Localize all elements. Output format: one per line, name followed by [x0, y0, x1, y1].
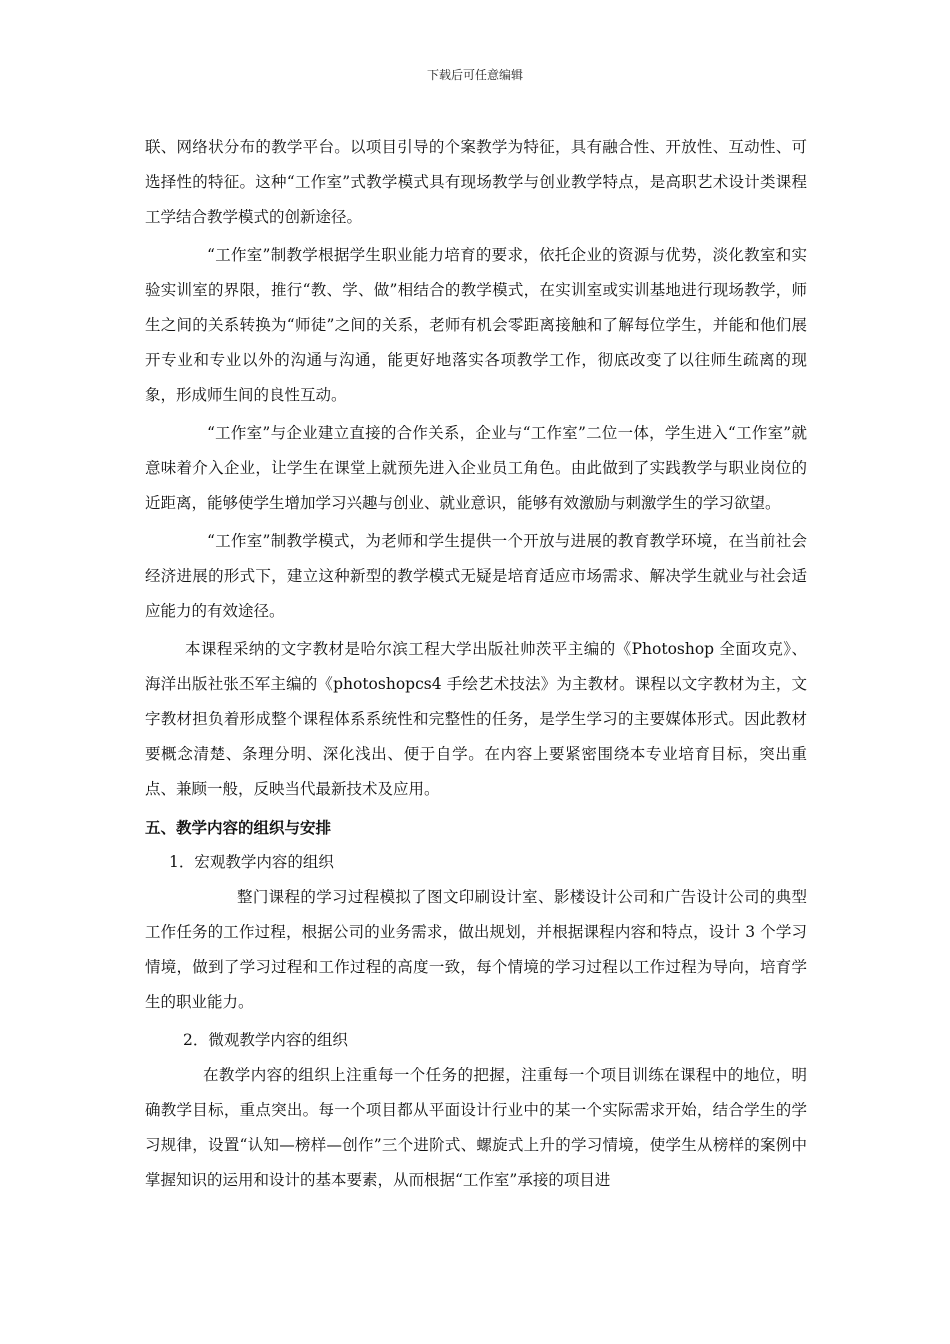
paragraph: 在教学内容的组织上注重每一个任务的把握，注重每一个项目训练在课程中的地位，明确教学目标，重点突出。每一个项目都从平面设计行业中的某一个实际需求开始，结合学生的学习规律，设置“认知—榜样—创作”三个进阶式、螺旋式上升的学习情境，使学生从榜样的案例中掌握知识的运用和设计的基本要素，从而根据“工作室”承接的项目进: [145, 1066, 807, 1189]
page-header: 下载后可任意编辑: [426, 68, 523, 82]
section-heading: 五、教学内容的组织与安排: [145, 818, 332, 837]
subsection-heading: 1．宏观教学内容的组织: [169, 853, 334, 871]
paragraph: “工作室”制教学模式，为老师和学生提供一个开放与进展的教育教学环境，在当前社会经济进展的形式下，建立这种新型的教学模式无疑是培育适应市场需求、解决学生就业与社会适应能力的有效途径。: [145, 532, 807, 620]
subsection-heading: 2．微观教学内容的组织: [183, 1031, 348, 1049]
paragraph: 本课程采纳的文字教材是哈尔滨工程大学出版社帅茨平主编的《Photoshop 全面攻克》、海洋出版社张丕军主编的《photoshopcs4 手绘艺术技法》为主教材。课程以文字教材为主，文字教材担负着形成整个课程体系系统性和完整性的任务，是学生学习的主要媒体形式。因此教材要概念清楚、条理分明、深化浅出、便于自学。在内容上要紧密围绕本专业培育目标，突出重点、兼顾一般，反映当代最新技术及应用。: [145, 640, 807, 798]
paragraph: 整门课程的学习过程模拟了图文印刷设计室、影楼设计公司和广告设计公司的典型工作任务的工作过程，根据公司的业务需求，做出规划，并根据课程内容和特点，设计 3 个学习情境，做到了学习过程和工作过程的高度一致，每个情境的学习过程以工作过程为导向，培育学生的职业能力。: [145, 888, 807, 1011]
paragraph: “工作室”制教学根据学生职业能力培育的要求，依托企业的资源与优势，淡化教室和实验实训室的界限，推行“教、学、做”相结合的教学模式，在实训室或实训基地进行现场教学，师生之间的关系转换为“师徒”之间的关系，老师有机会零距离接触和了解每位学生，并能和他们展开专业和专业以外的沟通与沟通，能更好地落实各项教学工作，彻底改变了以往师生疏离的现象，形成师生间的良性互动。: [145, 246, 807, 404]
paragraph: 联、网络状分布的教学平台。以项目引导的个案教学为特征，具有融合性、开放性、互动性、可选择性的特征。这种“工作室”式教学模式具有现场教学与创业教学特点，是高职艺术设计类课程工学结合教学模式的创新途径。: [145, 138, 807, 226]
paragraph: “工作室”与企业建立直接的合作关系，企业与“工作室”二位一体，学生进入“工作室”就意味着介入企业，让学生在课堂上就预先进入企业员工角色。由此做到了实践教学与职业岗位的近距离，能够使学生增加学习兴趣与创业、就业意识，能够有效激励与刺激学生的学习欲望。: [145, 424, 807, 512]
document-body: [145, 130, 807, 1201]
